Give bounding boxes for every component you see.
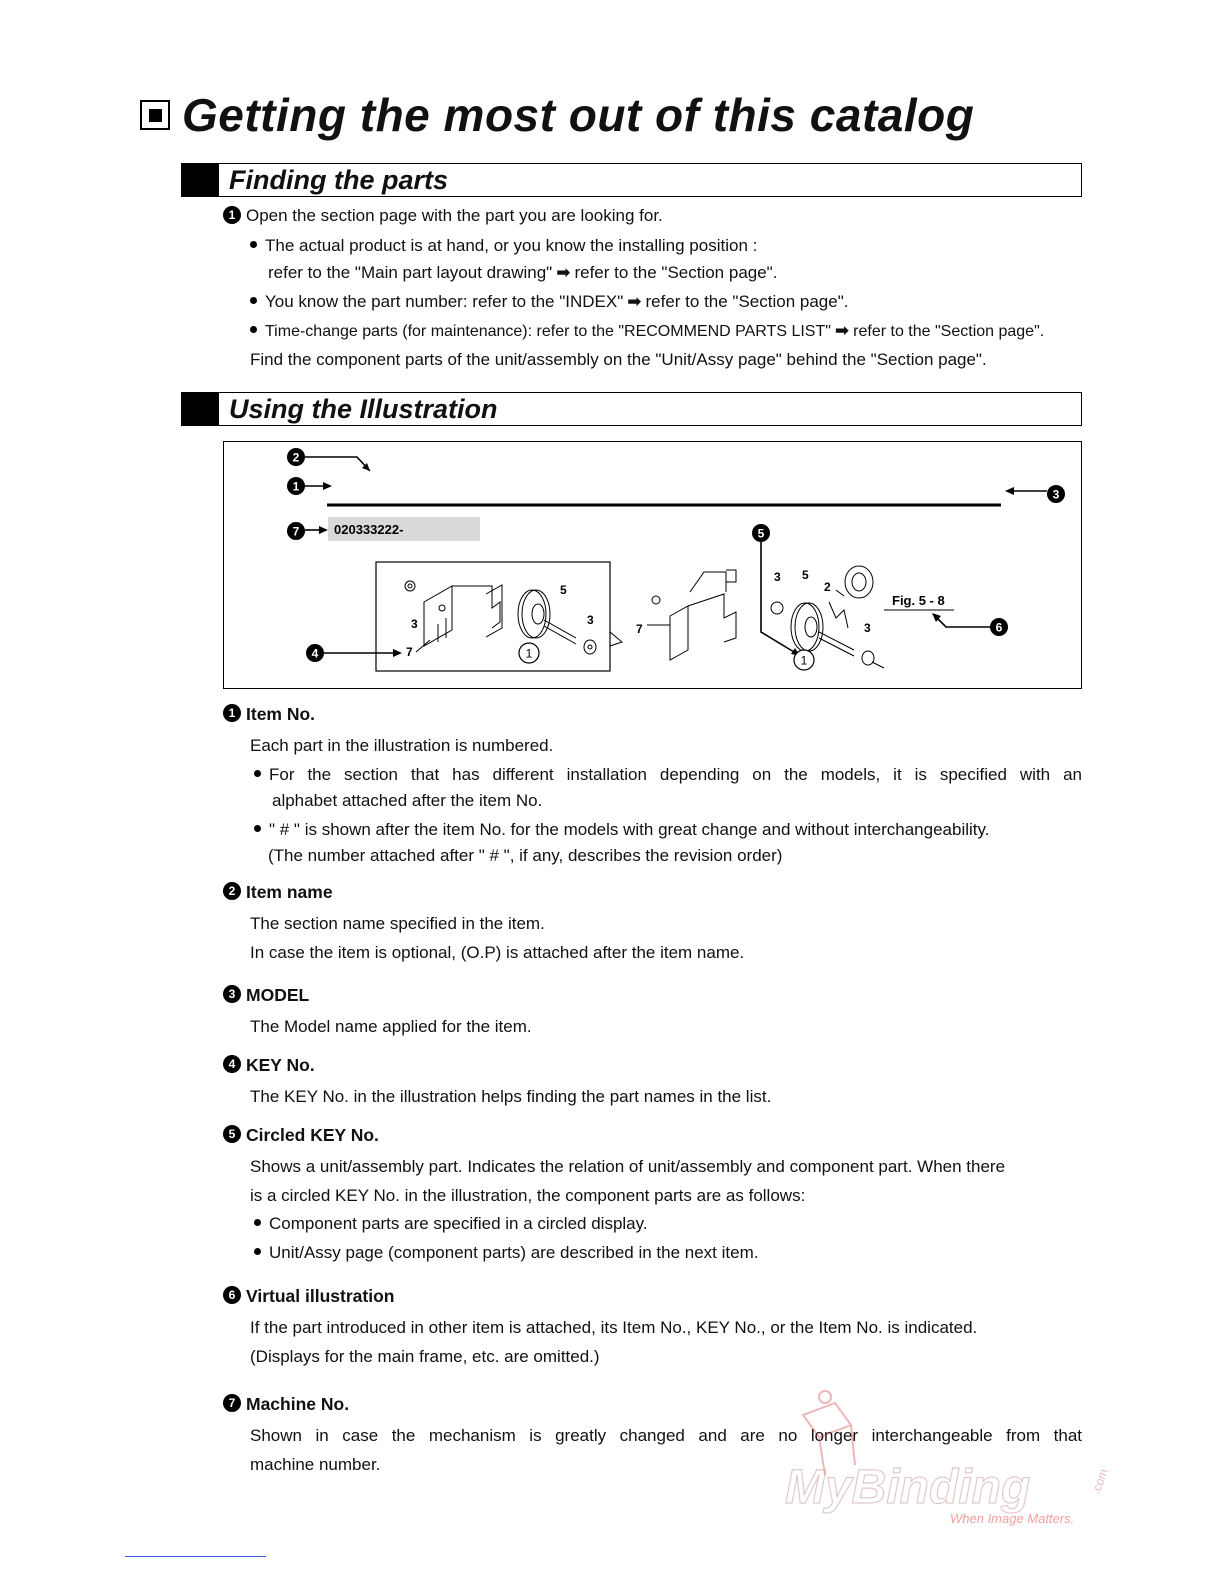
bullet-continuation <box>268 262 777 284</box>
fig-label: Fig. 5 - 8 <box>892 593 945 608</box>
item-number-icon: 2 <box>223 882 241 900</box>
item-title: Item No. <box>246 704 316 724</box>
key-label: 1 <box>525 646 533 661</box>
item-heading-item-name <box>223 882 333 903</box>
item-text: (Displays for the main frame, etc. are omitted.) <box>250 1347 600 1366</box>
right-arrow-icon: ➡ <box>556 263 571 282</box>
title-square-icon <box>140 100 170 130</box>
item-heading-model <box>223 985 309 1006</box>
key-label: 7 <box>406 645 413 659</box>
bullet-continuation: alphabet attached after the item No. <box>272 791 543 810</box>
callout-circled-key <box>752 524 800 656</box>
item-title: MODEL <box>246 985 310 1005</box>
key-label: 5 <box>802 568 809 582</box>
item-title: KEY No. <box>246 1055 315 1075</box>
key-label: 3 <box>864 621 871 635</box>
bullet-item <box>250 291 848 313</box>
callout-item-no <box>287 477 332 495</box>
item-title: Machine No. <box>246 1394 350 1414</box>
bullet-item <box>254 1213 648 1235</box>
item-number-icon: 7 <box>223 1394 241 1412</box>
bullet-text: Component parts are specified in a circled display. <box>269 1214 648 1233</box>
item-text: The KEY No. in the illustration helps finding the part names in the list. <box>250 1087 772 1106</box>
bullet-icon <box>250 297 257 304</box>
bullet-text: refer to the "Section page". <box>853 323 1045 340</box>
footer-link-underline[interactable] <box>125 1556 266 1557</box>
item-heading-item-no <box>223 704 315 725</box>
item-text: Shows a unit/assembly part. Indicates the relation of unit/assembly and component part. When there <box>250 1157 1006 1176</box>
watermark-tagline: When Image Matters. <box>950 1511 1075 1526</box>
item-number-icon: 6 <box>223 1286 241 1304</box>
item-text: The Model name applied for the item. <box>250 1017 532 1036</box>
page-title: Getting the most out of this catalog <box>182 89 975 141</box>
key-label: 2 <box>824 580 831 594</box>
item-title: Circled KEY No. <box>246 1125 379 1145</box>
item-text: If the part introduced in other item is attached, its Item No., KEY No., or the Item No. is indicated. <box>250 1318 978 1337</box>
step-1 <box>223 205 663 227</box>
item-number-icon: 3 <box>223 985 241 1003</box>
svg-text:3: 3 <box>1052 487 1060 502</box>
svg-text:MyBinding <box>785 1461 1030 1514</box>
section-heading-marker <box>182 393 219 425</box>
callout-item-name <box>287 448 370 471</box>
callout-model <box>1005 485 1065 503</box>
svg-text:2: 2 <box>292 450 300 465</box>
bullet-text: For the section that has different installation depending on the models, it is specified with an <box>269 765 1082 784</box>
item-text: machine number. <box>250 1455 381 1474</box>
right-arrow-icon: ➡ <box>834 321 850 340</box>
svg-text:4: 4 <box>311 646 319 661</box>
section1-closing: Find the component parts of the unit/assembly on the "Unit/Assy page" behind the "Section page". <box>250 350 987 369</box>
item-heading-virtual-illustration <box>223 1286 394 1307</box>
svg-text:1: 1 <box>292 479 300 494</box>
item-text: In case the item is optional, (O.P) is attached after the item name. <box>250 943 745 962</box>
callout-virtual-illustration <box>932 613 1008 636</box>
step-text: Open the section page with the part you are looking for. <box>246 206 663 225</box>
bullet-text: Time-change parts (for maintenance): refer to the "RECOMMEND PARTS LIST" <box>265 323 831 340</box>
key-label: 1 <box>800 653 808 668</box>
item-heading-machine-no <box>223 1394 349 1415</box>
section-heading-text: Finding the parts <box>229 165 448 195</box>
machine-no-text: 020333222- <box>334 522 404 537</box>
bullet-text: refer to the "Section page". <box>645 292 849 311</box>
bullet-text: Unit/Assy page (component parts) are described in the next item. <box>269 1243 759 1262</box>
section-heading-finding-parts <box>181 163 1082 197</box>
item-title: Item name <box>246 882 333 902</box>
bullet-item <box>254 819 989 841</box>
svg-text:5: 5 <box>757 526 765 541</box>
item-text: is a circled KEY No. in the illustration, the component parts are as follows: <box>250 1186 806 1205</box>
item-text: The section name specified in the item. <box>250 914 545 933</box>
right-arrow-icon: ➡ <box>627 292 642 311</box>
key-label: 7 <box>636 622 643 636</box>
bullet-item <box>254 764 1082 786</box>
bullet-text: You know the part number: refer to the "INDEX" <box>265 292 624 311</box>
item-heading-circled-key-no <box>223 1125 379 1146</box>
right-assembly-drawing <box>647 566 884 668</box>
item-text: Each part in the illustration is numbered. <box>250 736 554 755</box>
item-heading-key-no <box>223 1055 315 1076</box>
key-label: 3 <box>411 617 418 631</box>
bullet-icon <box>254 1248 261 1255</box>
section-heading-marker <box>182 164 219 196</box>
watermark-logo-suffix: .com <box>1088 1466 1111 1497</box>
bullet-icon <box>254 825 261 832</box>
item-number-icon: 5 <box>223 1125 241 1143</box>
item-number-icon: 1 <box>223 704 241 722</box>
bullet-icon <box>250 326 257 333</box>
callout-key-no <box>306 644 402 662</box>
key-label: 5 <box>560 583 567 597</box>
bullet-text: The actual product is at hand, or you know the installing position : <box>265 236 758 255</box>
example-illustration <box>223 441 1082 689</box>
item-text: Shown in case the mechanism is greatly changed and are no longer interchangeable from that <box>250 1426 1082 1445</box>
bullet-item <box>250 235 757 257</box>
bullet-continuation: (The number attached after " # ", if any, describes the revision order) <box>268 846 783 865</box>
item-title: Virtual illustration <box>246 1286 395 1306</box>
bullet-text: refer to the "Section page". <box>574 263 778 282</box>
key-label: 3 <box>587 613 594 627</box>
svg-text:6: 6 <box>995 620 1003 635</box>
key-label: 3 <box>774 570 781 584</box>
bullet-icon <box>254 770 261 777</box>
section-heading-text: Using the Illustration <box>229 394 498 424</box>
svg-text:7: 7 <box>292 524 300 539</box>
item-number-icon: 4 <box>223 1055 241 1073</box>
callout-machine-no <box>287 522 328 540</box>
step-number-icon: 1 <box>223 206 241 224</box>
bullet-text: refer to the "Main part layout drawing" <box>268 263 553 282</box>
watermark-logo-text: MyBinding <box>785 1461 1031 1514</box>
bullet-item <box>250 320 1044 343</box>
section-heading-using-illustration <box>181 392 1082 426</box>
bullet-item <box>254 1242 758 1264</box>
bullet-text: " # " is shown after the item No. for the models with great change and without interchangeability. <box>269 820 990 839</box>
bullet-icon <box>254 1219 261 1226</box>
bullet-icon <box>250 241 257 248</box>
